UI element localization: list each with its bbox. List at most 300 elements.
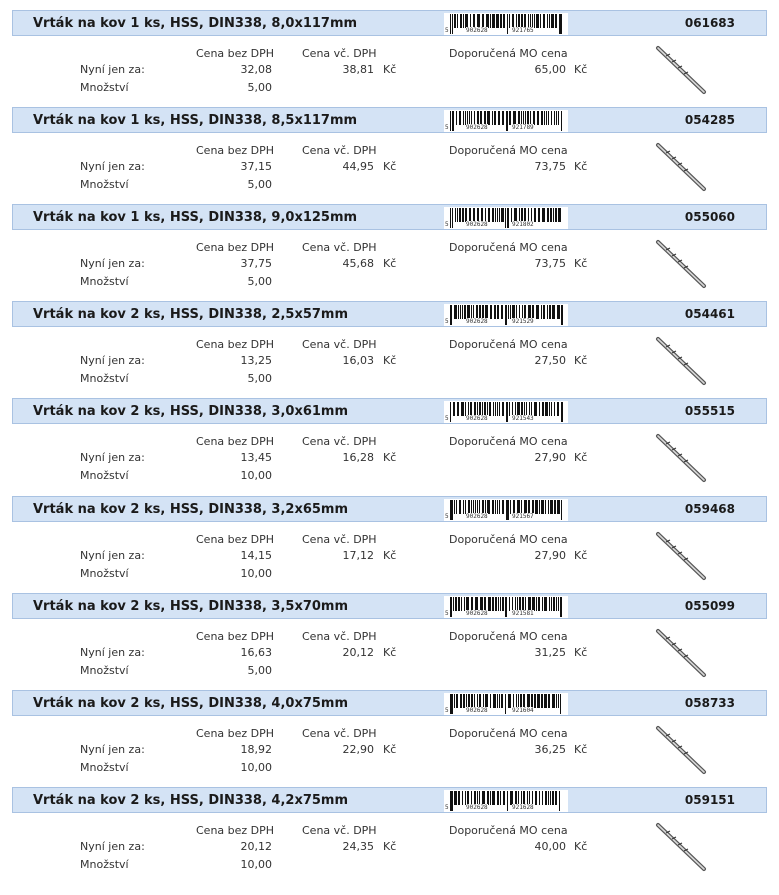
quantity-value: 5,00: [247, 81, 272, 94]
barcode-bar: [495, 402, 496, 416]
column-header-price-with-vat: Cena vč. DPH: [302, 47, 377, 60]
barcode-bar: [527, 791, 528, 805]
barcode-digits-prefix: 5: [445, 610, 449, 617]
recommended-price: 40,00: [534, 840, 566, 853]
drill-bit-icon[interactable]: [652, 627, 708, 683]
barcode-bar: [551, 14, 554, 28]
quantity-label: Množství: [80, 858, 129, 871]
barcode-bar: [517, 597, 518, 611]
barcode-bar: [492, 208, 494, 222]
recommended-price: 27,90: [534, 451, 566, 464]
barcode-digits-left: 902628: [466, 804, 488, 811]
column-header-recommended-price: Doporučená MO cena: [449, 144, 568, 157]
barcode-bar: [473, 305, 474, 319]
price-with-vat: 24,35: [342, 840, 374, 853]
product-header: [12, 496, 767, 522]
now-only-label: Nyní jen za:: [80, 63, 145, 76]
barcode-bar: [548, 694, 550, 708]
barcode-bar: [471, 111, 472, 125]
barcode-bar: [500, 14, 502, 28]
barcode-bar: [519, 208, 520, 222]
product-card: [0, 10, 779, 107]
barcode-bar: [532, 500, 534, 514]
product-header: [12, 204, 767, 230]
barcode-bar: [495, 500, 496, 514]
barcode-bar: [457, 208, 458, 222]
drill-bit-icon[interactable]: [652, 821, 708, 877]
barcode-bar: [508, 694, 511, 708]
currency-label: Kč: [574, 354, 588, 367]
recommended-price: 73,75: [534, 257, 566, 270]
barcode-bar: [543, 305, 545, 319]
barcode-bar: [551, 597, 552, 611]
column-header-recommended-price: Doporučená MO cena: [449, 241, 568, 254]
barcode-bar: [536, 14, 539, 28]
barcode-bar: [550, 500, 553, 514]
barcode-bar: [554, 402, 555, 416]
barcode-bar: [455, 597, 457, 611]
barcode-bar: [503, 791, 505, 805]
barcode-bar: [460, 694, 462, 708]
barcode-bar: [457, 402, 459, 416]
currency-label: Kč: [574, 840, 588, 853]
barcode-icon: [444, 693, 568, 715]
barcode-bar: [467, 305, 470, 319]
column-header-price-without-vat: Cena bez DPH: [196, 144, 275, 157]
barcode-bar: [515, 402, 516, 416]
product-card: [0, 690, 779, 787]
product-title[interactable]: Vrták na kov 2 ks, HSS, DIN338, 3,0x61mm: [33, 404, 349, 419]
barcode-bar: [555, 791, 557, 805]
barcode-bar: [454, 14, 456, 28]
barcode-bar: [486, 14, 489, 28]
barcode-bar: [465, 500, 466, 514]
product-card: [0, 107, 779, 204]
barcode-bar: [477, 402, 478, 416]
barcode-bar: [471, 694, 473, 708]
quantity-label: Množství: [80, 567, 129, 580]
barcode-bar: [475, 597, 478, 611]
barcode-bar: [453, 597, 454, 611]
barcode-bar: [453, 402, 455, 416]
barcode-bar: [464, 597, 465, 611]
barcode-bar: [487, 791, 489, 805]
quantity-value: 10,00: [240, 469, 272, 482]
recommended-price: 31,25: [534, 646, 566, 659]
barcode-bar: [480, 597, 483, 611]
barcode-bar: [521, 111, 522, 125]
product-card: [0, 787, 779, 884]
barcode-bar: [485, 694, 488, 708]
drill-bit-icon[interactable]: [652, 238, 708, 294]
column-header-price-without-vat: Cena bez DPH: [196, 727, 275, 740]
barcode-bar: [542, 402, 544, 416]
barcode-bar: [518, 111, 520, 125]
barcode-bar: [459, 500, 461, 514]
barcode-bar: [479, 500, 480, 514]
barcode-bar: [512, 597, 513, 611]
barcode-bar: [555, 208, 557, 222]
barcode-bar: [467, 791, 469, 805]
barcode-icon: [444, 110, 568, 132]
barcode-bar: [463, 14, 464, 28]
barcode-bar: [517, 500, 520, 514]
barcode-bar: [503, 14, 505, 28]
quantity-value: 5,00: [247, 178, 272, 191]
barcode-bar: [477, 791, 478, 805]
barcode-icon: [444, 790, 568, 812]
barcode-bar: [556, 694, 557, 708]
barcode-bar: [548, 500, 549, 514]
product-header: [12, 10, 767, 36]
barcode-bar: [480, 111, 482, 125]
barcode-bar: [554, 111, 555, 125]
barcode-bar: [545, 500, 546, 514]
barcode-bar: [557, 402, 559, 416]
product-card: [0, 496, 779, 593]
currency-label: Kč: [574, 646, 588, 659]
barcode-bar: [549, 597, 550, 611]
barcode-bar: [487, 111, 490, 125]
drill-bit-icon[interactable]: [652, 530, 708, 586]
barcode-bar: [477, 111, 479, 125]
barcode-digits-right: 921581: [512, 610, 534, 617]
barcode-digits-left: 902628: [466, 124, 488, 131]
barcode-digits-prefix: 5: [445, 804, 449, 811]
currency-label: Kč: [383, 354, 397, 367]
column-header-recommended-price: Doporučená MO cena: [449, 727, 568, 740]
barcode-bar: [555, 14, 557, 28]
barcode-bar: [543, 14, 545, 28]
barcode-digits-left: 902628: [466, 27, 488, 34]
column-header-price-without-vat: Cena bez DPH: [196, 47, 275, 60]
barcode-bar: [521, 402, 523, 416]
price-with-vat: 44,95: [342, 160, 374, 173]
barcode-bar: [557, 500, 560, 514]
drill-bit-icon[interactable]: [652, 335, 708, 391]
barcode-bar: [558, 694, 559, 708]
barcode-bar: [473, 500, 474, 514]
barcode-icon: [444, 207, 568, 229]
barcode-bar: [488, 208, 490, 222]
barcode-bar: [518, 694, 519, 708]
barcode-bar: [471, 791, 472, 805]
barcode-icon: [444, 401, 568, 423]
barcode-bar: [554, 500, 556, 514]
barcode-bar: [512, 14, 514, 28]
product-title[interactable]: Vrták na kov 2 ks, HSS, DIN338, 2,5x57mm: [33, 307, 349, 322]
barcode-bar: [492, 791, 495, 805]
barcode-digits-prefix: 5: [445, 221, 449, 228]
product-title[interactable]: Vrták na kov 1 ks, HSS, DIN338, 9,0x125mm: [33, 210, 358, 225]
barcode-bar: [542, 208, 545, 222]
product-header: [12, 107, 767, 133]
barcode-bar: [493, 402, 494, 416]
barcode-bar: [519, 597, 521, 611]
quantity-label: Množství: [80, 372, 129, 385]
barcode-bar: [482, 14, 484, 28]
barcode-bar: [490, 14, 491, 28]
barcode-bar: [465, 111, 466, 125]
currency-label: Kč: [574, 63, 588, 76]
barcode-bar: [492, 14, 495, 28]
barcode-bar: [499, 208, 500, 222]
barcode-bar: [499, 500, 500, 514]
barcode-bar: [540, 14, 541, 28]
barcode-bar: [538, 597, 540, 611]
now-only-label: Nyní jen za:: [80, 646, 145, 659]
recommended-price: 27,50: [534, 354, 566, 367]
barcode-bar: [494, 305, 496, 319]
barcode-bar: [557, 305, 560, 319]
column-header-price-with-vat: Cena vč. DPH: [302, 241, 377, 254]
now-only-label: Nyní jen za:: [80, 160, 145, 173]
barcode-bar: [548, 111, 549, 125]
barcode-bar: [465, 14, 468, 28]
barcode-bar: [525, 597, 526, 611]
barcode-bar: [534, 402, 537, 416]
price-without-vat: 16,63: [240, 646, 272, 659]
barcode-bar: [527, 694, 530, 708]
barcode-bar: [551, 111, 552, 125]
barcode-bar: [531, 402, 532, 416]
currency-label: Kč: [574, 451, 588, 464]
barcode-bar: [510, 500, 511, 514]
barcode-bar: [552, 791, 554, 805]
quantity-label: Množství: [80, 664, 129, 677]
currency-label: Kč: [383, 743, 397, 756]
column-header-price-with-vat: Cena vč. DPH: [302, 533, 377, 546]
price-with-vat: 17,12: [342, 549, 374, 562]
price-without-vat: 37,75: [240, 257, 272, 270]
currency-label: Kč: [574, 743, 588, 756]
barcode-bar: [547, 208, 549, 222]
barcode-bar: [482, 305, 484, 319]
barcode-bar: [552, 694, 555, 708]
product-header: [12, 398, 767, 424]
now-only-label: Nyní jen za:: [80, 257, 145, 270]
product-title[interactable]: Vrták na kov 1 ks, HSS, DIN338, 8,5x117mm: [33, 113, 358, 128]
barcode-bar: [502, 111, 504, 125]
barcode-bar: [524, 305, 526, 319]
barcode-bar: [535, 500, 538, 514]
barcode-bar: [492, 500, 494, 514]
barcode-bar: [492, 111, 493, 125]
product-header: [12, 593, 767, 619]
barcode-bar: [474, 694, 475, 708]
barcode-bar: [523, 111, 524, 125]
barcode-bar: [479, 694, 481, 708]
column-header-recommended-price: Doporučená MO cena: [449, 435, 568, 448]
barcode-bar: [454, 791, 457, 805]
barcode-bar: [479, 402, 481, 416]
barcode-bar: [536, 597, 537, 611]
product-card: [0, 593, 779, 690]
barcode-bar: [497, 305, 499, 319]
barcode-bar: [474, 111, 475, 125]
barcode-bar: [558, 208, 561, 222]
barcode-bar: [544, 597, 547, 611]
barcode-bar: [521, 791, 522, 805]
quantity-value: 10,00: [240, 761, 272, 774]
barcode-digits-prefix: 5: [445, 513, 449, 520]
barcode-bar: [454, 694, 455, 708]
barcode-bar: [535, 791, 537, 805]
barcode-bar: [463, 500, 464, 514]
barcode-bar: [520, 694, 522, 708]
barcode-bar: [537, 111, 539, 125]
barcode-bar: [528, 305, 531, 319]
product-header: [12, 690, 767, 716]
now-only-label: Nyní jen za:: [80, 549, 145, 562]
quantity-value: 5,00: [247, 372, 272, 385]
barcode-bar: [525, 111, 526, 125]
product-card: [0, 398, 779, 495]
product-header: [12, 787, 767, 813]
barcode-bar: [501, 208, 504, 222]
product-code: 059468: [684, 502, 735, 516]
barcode-bar: [454, 305, 457, 319]
price-with-vat: 20,12: [342, 646, 374, 659]
barcode-bar: [539, 791, 540, 805]
product-title[interactable]: Vrták na kov 2 ks, HSS, DIN338, 3,2x65mm: [33, 502, 349, 517]
column-header-price-with-vat: Cena vč. DPH: [302, 338, 377, 351]
barcode-icon: [444, 13, 568, 35]
barcode-bar: [521, 14, 523, 28]
barcode-bar: [544, 111, 545, 125]
barcode-bar: [548, 791, 549, 805]
barcode-bar: [516, 305, 517, 319]
barcode-bar: [518, 14, 520, 28]
barcode-bar: [524, 500, 527, 514]
barcode-bar: [456, 694, 458, 708]
barcode-bar: [519, 305, 520, 319]
barcode-bar: [462, 791, 463, 805]
product-title[interactable]: Vrták na kov 2 ks, HSS, DIN338, 4,0x75mm: [33, 696, 349, 711]
quantity-label: Množství: [80, 761, 129, 774]
barcode-bar: [470, 14, 471, 28]
barcode-bar: [541, 694, 543, 708]
barcode-bar: [550, 791, 551, 805]
barcode-bar: [460, 14, 462, 28]
barcode-bar: [528, 500, 530, 514]
column-header-price-with-vat: Cena vč. DPH: [302, 435, 377, 448]
barcode-bar: [497, 402, 498, 416]
barcode-bar: [528, 14, 529, 28]
product-code: 054461: [684, 307, 735, 321]
barcode-bar: [538, 208, 540, 222]
barcode-bar: [501, 694, 503, 708]
barcode-bar: [502, 597, 504, 611]
barcode-bar: [549, 14, 550, 28]
barcode-bar: [539, 500, 540, 514]
drill-bit-icon[interactable]: [652, 432, 708, 488]
barcode-bar: [512, 402, 513, 416]
product-title[interactable]: Vrták na kov 2 ks, HSS, DIN338, 3,5x70mm: [33, 599, 349, 614]
barcode-bar: [484, 111, 486, 125]
drill-bit-icon[interactable]: [652, 141, 708, 197]
currency-label: Kč: [383, 257, 397, 270]
barcode-bar: [522, 597, 524, 611]
barcode-bar: [467, 111, 468, 125]
recommended-price: 36,25: [534, 743, 566, 756]
barcode-bar: [498, 111, 500, 125]
barcode-bar: [489, 402, 491, 416]
barcode-bar: [479, 305, 481, 319]
barcode-bar: [492, 597, 494, 611]
quantity-value: 5,00: [247, 664, 272, 677]
barcode-digits-left: 902628: [466, 415, 488, 422]
barcode-bar: [487, 500, 490, 514]
barcode-digits-right: 921567: [512, 513, 534, 520]
barcode-bar: [498, 597, 499, 611]
barcode-bar: [509, 597, 510, 611]
barcode-digits-left: 902628: [466, 513, 488, 520]
barcode-bar: [469, 111, 470, 125]
barcode-bar: [479, 791, 480, 805]
barcode-bar: [533, 111, 535, 125]
product-code: 055060: [684, 210, 735, 224]
column-header-price-without-vat: Cena bez DPH: [196, 241, 275, 254]
barcode-bar: [482, 791, 485, 805]
barcode-bar: [500, 791, 501, 805]
barcode-bar: [477, 208, 479, 222]
barcode-bar: [471, 305, 472, 319]
barcode-bar: [477, 500, 478, 514]
barcode-bar: [532, 305, 534, 319]
barcode-bar: [470, 402, 472, 416]
barcode-bar: [508, 305, 509, 319]
barcode-bar: [461, 597, 462, 611]
barcode-icon: [444, 304, 568, 326]
barcode-bar: [523, 791, 525, 805]
drill-bit-icon[interactable]: [652, 44, 708, 100]
barcode-bar: [497, 791, 499, 805]
barcode-bar: [522, 305, 523, 319]
barcode-bar: [497, 500, 498, 514]
barcode-bar: [539, 402, 540, 416]
drill-bit-icon[interactable]: [652, 724, 708, 780]
barcode-bar: [521, 208, 523, 222]
barcode-bar: [531, 208, 532, 222]
barcode-bar: [529, 402, 530, 416]
barcode-bar: [466, 597, 469, 611]
column-header-price-with-vat: Cena vč. DPH: [302, 727, 377, 740]
product-title[interactable]: Vrták na kov 1 ks, HSS, DIN338, 8,0x117mm: [33, 16, 358, 31]
barcode-bar: [532, 791, 533, 805]
barcode-bar: [534, 694, 536, 708]
barcode-bar: [515, 791, 517, 805]
barcode-digits-right: 921529: [512, 318, 534, 325]
product-card: [0, 204, 779, 301]
barcode-digits-right: 921802: [512, 221, 534, 228]
barcode-bar: [457, 14, 458, 28]
product-title[interactable]: Vrták na kov 2 ks, HSS, DIN338, 4,2x75mm: [33, 793, 349, 808]
column-header-recommended-price: Doporučená MO cena: [449, 630, 568, 643]
barcode-icon: [444, 596, 568, 618]
barcode-bar: [518, 791, 519, 805]
quantity-value: 10,00: [240, 858, 272, 871]
column-header-price-without-vat: Cena bez DPH: [196, 824, 275, 837]
barcode-digits-left: 902628: [466, 221, 488, 228]
barcode-digits-right: 921604: [512, 707, 534, 714]
barcode-bar: [524, 402, 525, 416]
barcode-bar: [475, 500, 476, 514]
quantity-value: 10,00: [240, 567, 272, 580]
barcode-bar: [477, 14, 480, 28]
barcode-bar: [553, 597, 555, 611]
barcode-bar: [456, 111, 457, 125]
